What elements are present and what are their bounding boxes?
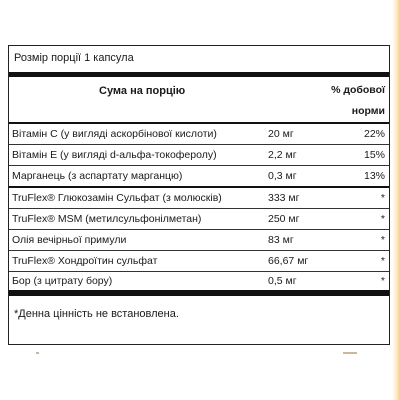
nutrient-row	[9, 209, 389, 229]
nutrient-name: TruFlex® Глюкозамін Сульфат (з молюсків)	[12, 192, 222, 204]
amount-per-serving-header: Сума на порцію	[99, 85, 186, 97]
nutrient-name: Марганець (з аспартату марганцю)	[12, 170, 183, 182]
nutrient-daily-value: *	[380, 275, 385, 287]
nutrient-daily-value: *	[380, 192, 385, 204]
accent-edge-decoration	[392, 0, 400, 400]
nutrient-row	[9, 230, 389, 250]
nutrient-name: TruFlex® MSM (метилсульфонілметан)	[12, 213, 202, 225]
nutrient-daily-value: *	[380, 213, 385, 225]
nutrient-name: TruFlex® Хондроїтин сульфат	[12, 255, 158, 267]
nutrient-amount: 2,2 мг	[268, 149, 297, 161]
nutrient-amount: 250 мг	[268, 213, 300, 225]
daily-value-header-line2: норми	[351, 105, 385, 117]
nutrient-row	[9, 166, 389, 186]
daily-value-header-line1: % добової	[331, 84, 385, 96]
nutrient-name: Вітамін С (у вигляді аскорбінової кислоти)	[12, 128, 217, 140]
thick-divider-bottom	[9, 290, 389, 296]
nutrient-amount: 83 мг	[268, 234, 294, 246]
thick-divider-top	[9, 72, 389, 77]
nutrient-daily-value: *	[380, 234, 385, 246]
nutrient-name: Олія вечірньої примули	[12, 234, 127, 246]
nutrient-row	[9, 251, 389, 271]
supplement-facts-panel	[8, 45, 390, 345]
nutrient-amount: 20 мг	[268, 128, 294, 140]
serving-size: Розмір порції 1 капсула	[14, 52, 134, 64]
nutrient-row	[9, 124, 389, 144]
nutrient-row	[9, 271, 389, 291]
nutrient-daily-value: 22%	[363, 128, 385, 140]
scan-artifact	[343, 352, 357, 354]
nutrient-name: Бор (з цитрату бору)	[12, 275, 113, 287]
nutrient-amount: 66,67 мг	[268, 255, 309, 267]
daily-value-header	[315, 80, 385, 122]
nutrient-daily-value: 13%	[363, 170, 385, 182]
nutrient-row	[9, 188, 389, 208]
footnote: *Денна цінність не встановлена.	[14, 308, 179, 320]
nutrient-daily-value: 15%	[363, 149, 385, 161]
nutrient-amount: 333 мг	[268, 192, 300, 204]
nutrient-name: Вітамін Е (у вигляді d-альфа-токоферолу)	[12, 149, 217, 161]
nutrient-row	[9, 145, 389, 165]
nutrient-amount: 0,5 мг	[268, 275, 297, 287]
nutrient-daily-value: *	[380, 255, 385, 267]
scan-artifact	[36, 352, 39, 354]
nutrient-amount: 0,3 мг	[268, 170, 297, 182]
